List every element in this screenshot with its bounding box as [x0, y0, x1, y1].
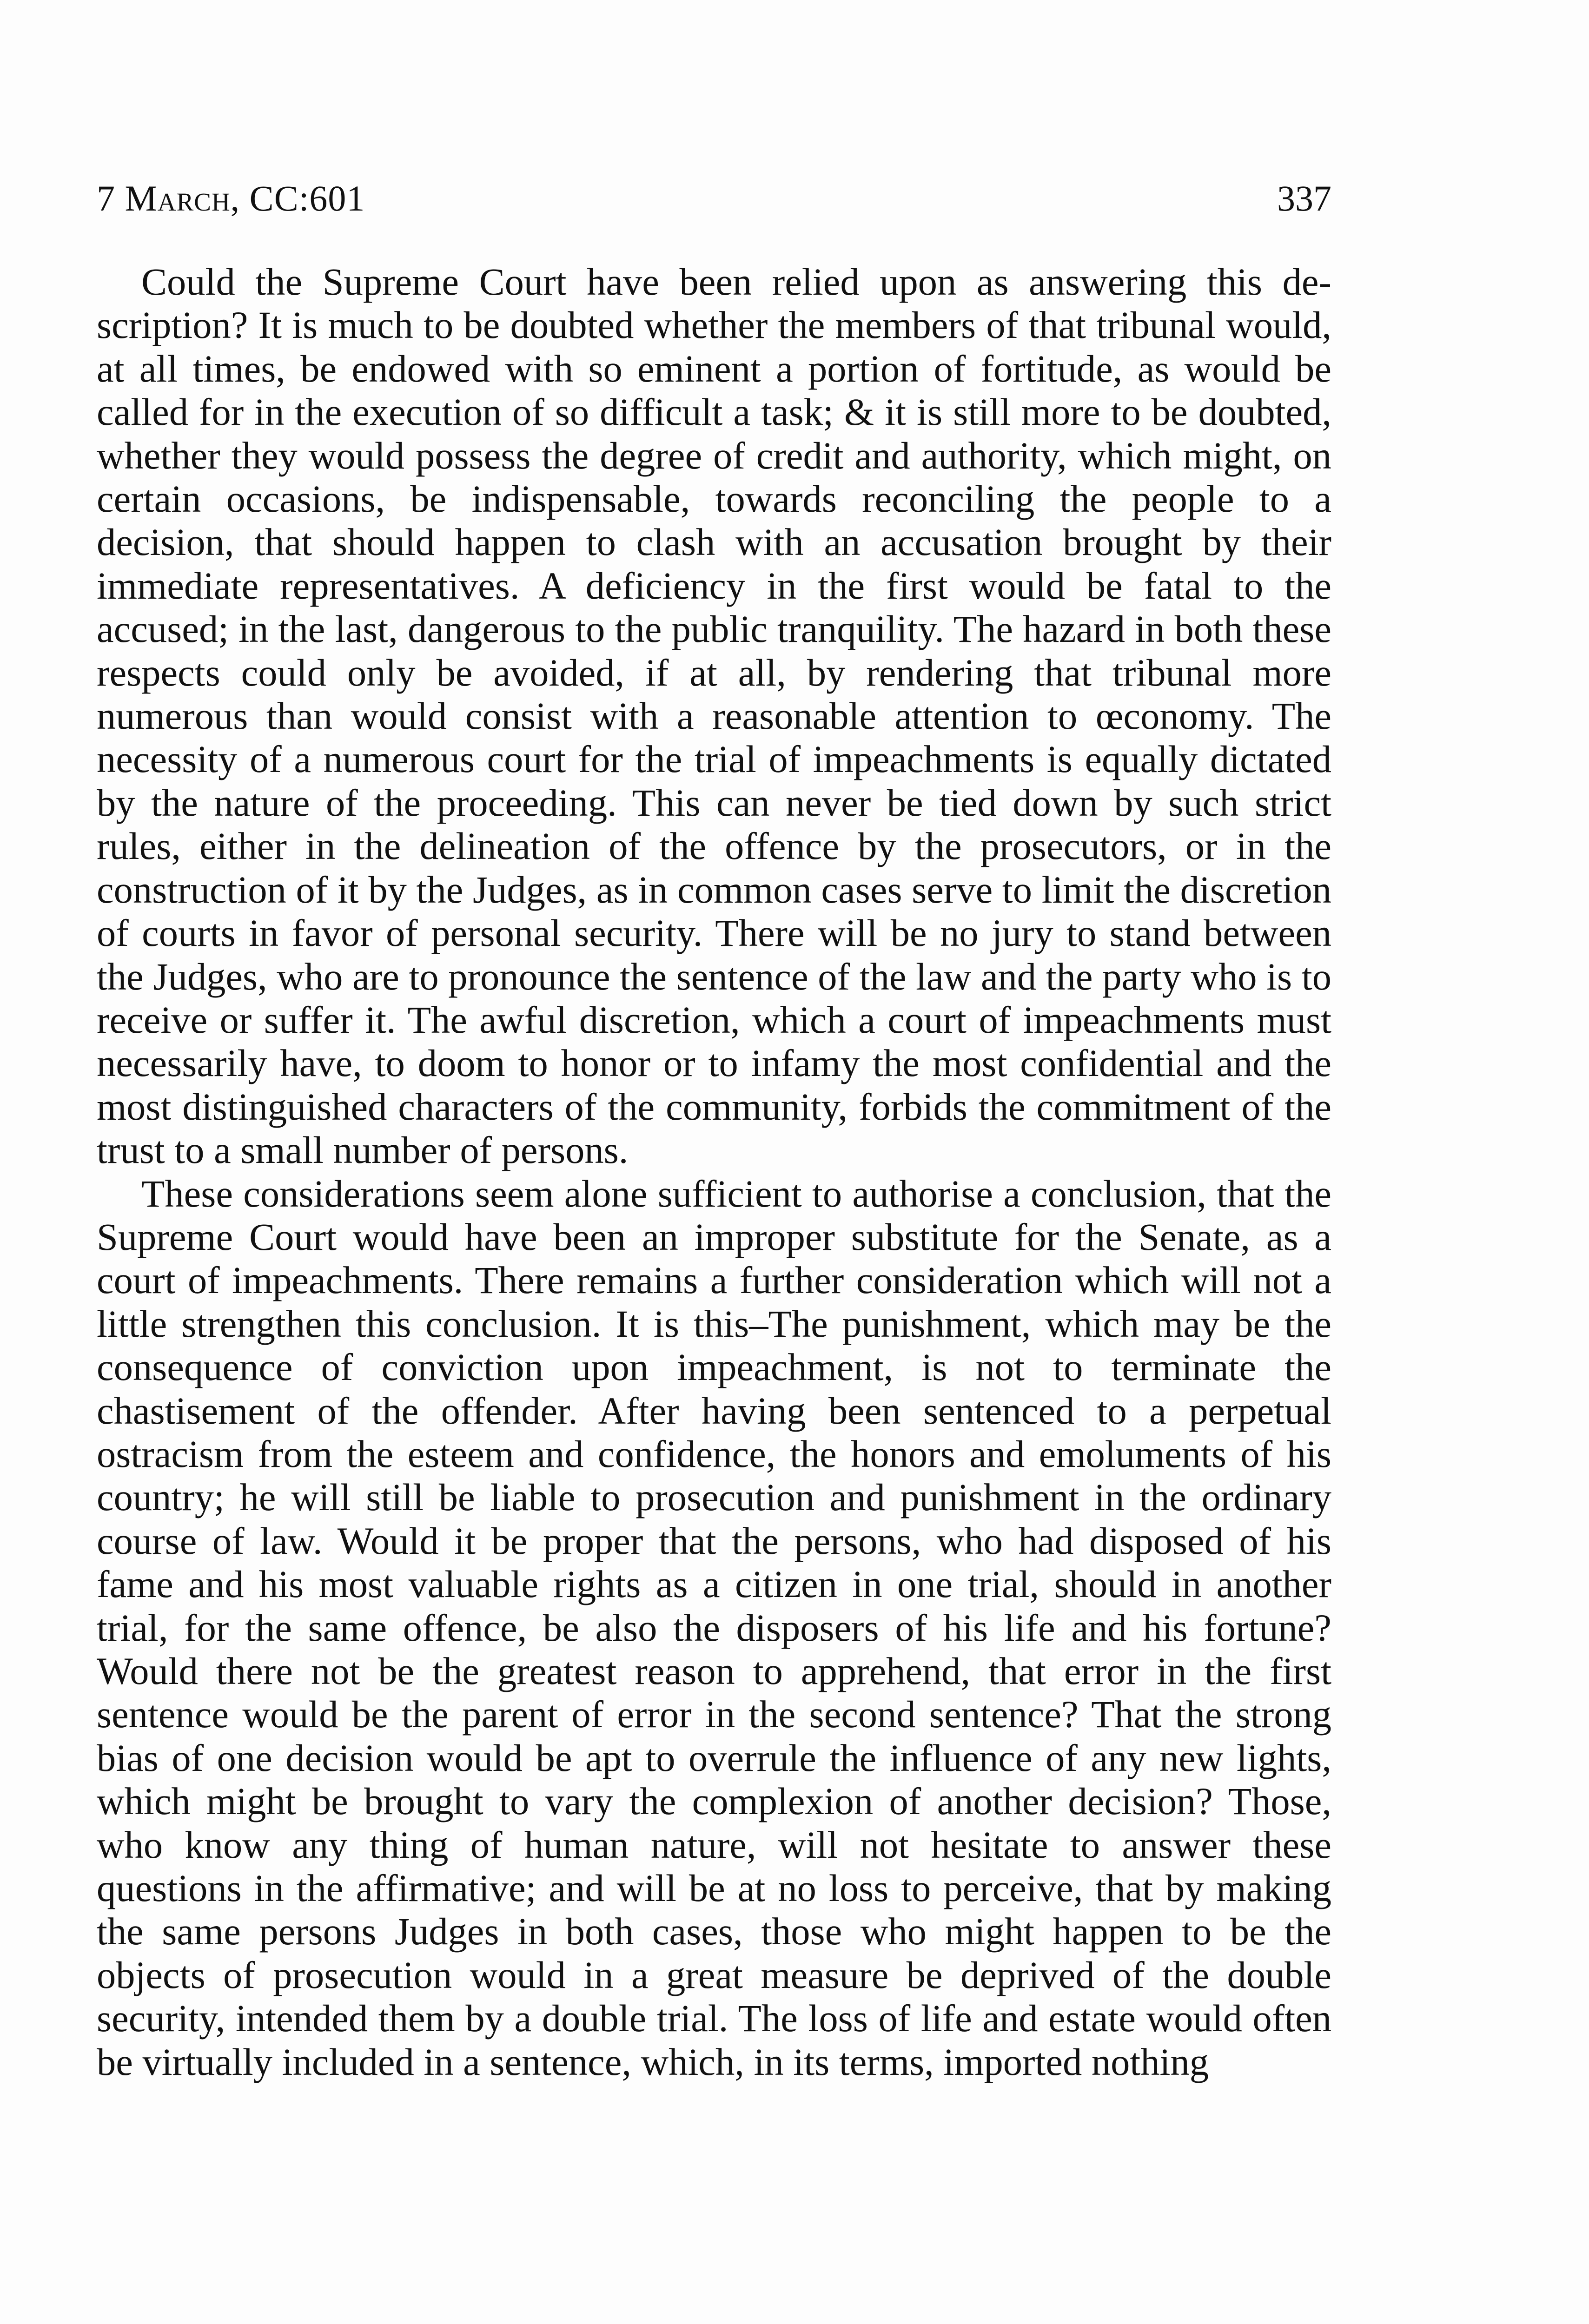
page-number: 337	[1277, 178, 1331, 218]
body-text	[97, 260, 1331, 2084]
running-head-document-number: , CC:601	[230, 178, 365, 218]
body-paragraph-1: Could the Supreme Court have been relied upon as answering this description? It is much to be doubted whether the members of that tribunal would, at all times, be endowed with so eminent a portion of fortitude, as would be called for in the execution of so difficult a task; & it is still more to be doubted, whether they would possess the degree of credit and authority, which might, on certain occasions, be indispensable, towards reconciling the people to a decision, that should happen to clash with an accusation brought by their immediate representatives. A deficiency in the first would be fatal to the accused; in the last, dangerous to the public tranquility. The hazard in both these respects could only be avoided, if at all, by rendering that tribunal more numerous than would consist with a reasonable attention to œconomy. The necessity of a numerous court for the trial of impeachments is equally dictated by the nature of the proceeding. This can never be tied down by such strict rules, either in the delineation of the offence by the prosecutors, or in the construction of it by the Judges, as in common cases serve to limit the discretion of courts in favor of personal security. There will be no jury to stand between the Judges, who are to pronounce the sentence of the law and the party who is to receive or suffer it. The awful discretion, which a court of impeachments must necessarily have, to doom to honor or to infamy the most confidential and the most distinguished characters of the community, forbids the commitment of the trust to a small number of persons.	[97, 260, 1331, 1172]
running-head	[97, 173, 1331, 224]
running-head-title	[97, 173, 365, 224]
body-paragraph-2: These considerations seem alone sufficient to authorise a conclusion, that the Supreme Court would have been an improper substitute for the Senate, as a court of impeachments. There remains a further consideration which will not a little strengthen this conclusion. It is this–The punishment, which may be the consequence of conviction upon impeachment, is not to terminate the chastisement of the offender. After having been sentenced to a perpetual ostracism from the esteem and confidence, the honors and emoluments of his country; he will still be liable to prosecution and punishment in the ordinary course of law. Would it be proper that the persons, who had disposed of his fame and his most valuable rights as a citizen in one trial, should in another trial, for the same offence, be also the disposers of his life and his fortune? Would there not be the greatest reason to apprehend, that error in the first sentence would be the parent of error in the second sentence? That the strong bias of one decision would be apt to overrule the influence of any new lights, which might be brought to vary the complexion of another decision? Those, who know any thing of human nature, will not hesitate to answer these questions in the affirmative; and will be at no loss to perceive, that by making the same persons Judges in both cases, those who might happen to be the objects of prosecution would in a great measure be deprived of the double security, intended them by a double trial. The loss of life and estate would often be virtually included in a sentence, which, in its terms, imported nothing	[97, 1172, 1331, 2083]
running-head-date: 7	[97, 178, 125, 218]
running-head-month: March	[125, 178, 231, 218]
